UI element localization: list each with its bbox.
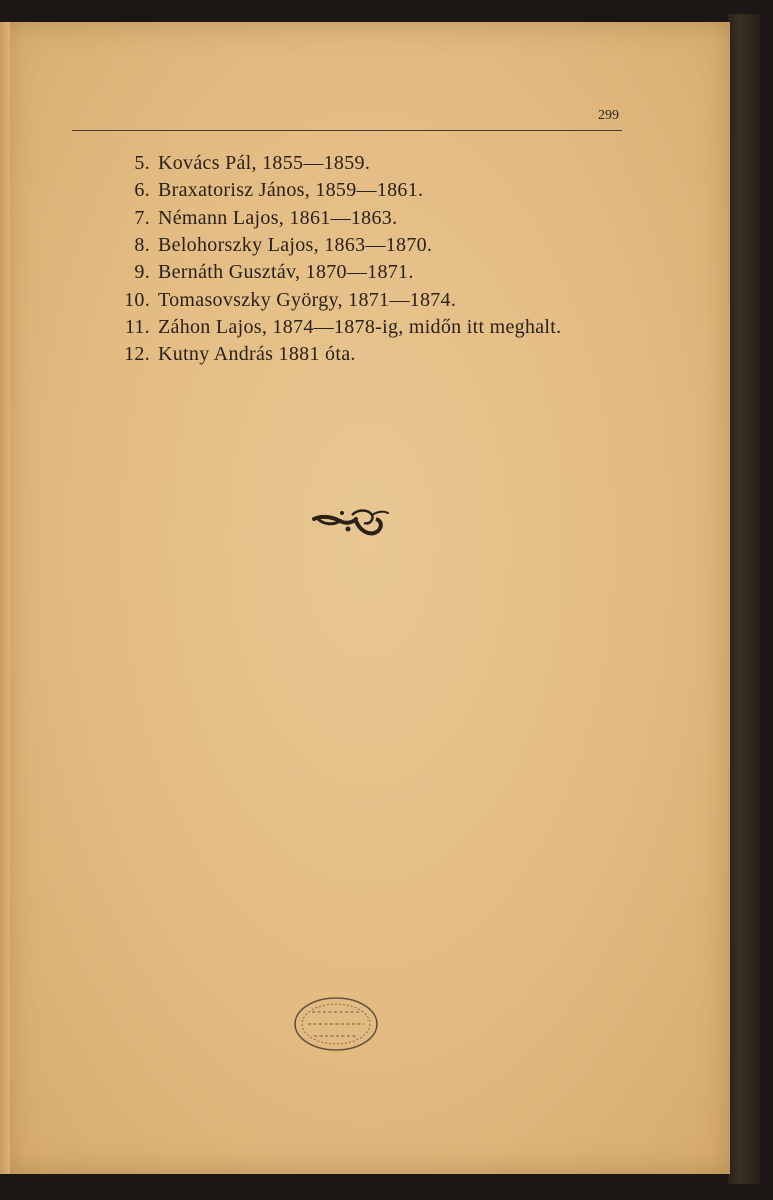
entry-number: 7. <box>134 206 150 229</box>
page-edge <box>0 22 10 1174</box>
entry-text: Kutny András 1881 óta. <box>158 343 356 366</box>
list-item <box>112 177 561 204</box>
page-number: 299 <box>598 108 619 123</box>
entry-text: Némann Lajos, 1861—1863. <box>158 206 398 229</box>
floral-vignette-icon <box>312 505 392 546</box>
entry-text: Belohorszky Lajos, 1863—1870. <box>158 234 433 257</box>
book-binding <box>728 14 760 1184</box>
list-item <box>112 150 561 177</box>
header-rule <box>72 130 622 131</box>
entry-number: 5. <box>134 152 150 175</box>
entry-number: 11. <box>124 315 150 338</box>
library-stamp-icon <box>292 994 380 1059</box>
entry-text: Tomasovszky György, 1871—1874. <box>158 288 457 311</box>
entry-number: 9. <box>134 261 150 284</box>
entry-number: 8. <box>134 234 150 257</box>
list-item <box>112 259 561 286</box>
list-item <box>112 205 561 232</box>
entry-text: Záhon Lajos, 1874—1878-ig, midőn itt meghalt. <box>158 315 562 338</box>
list-item <box>112 286 561 313</box>
list-item <box>112 232 561 259</box>
entry-number: 10. <box>124 288 150 311</box>
entry-list <box>112 150 561 368</box>
entry-number: 6. <box>134 179 150 202</box>
entry-text: Braxatorisz János, 1859—1861. <box>158 179 424 202</box>
entry-text: Bernáth Gusztáv, 1870—1871. <box>158 261 414 284</box>
list-item <box>112 341 561 368</box>
entry-text: Kovács Pál, 1855—1859. <box>158 152 371 175</box>
entry-number: 12. <box>124 343 150 366</box>
list-item <box>112 314 561 341</box>
